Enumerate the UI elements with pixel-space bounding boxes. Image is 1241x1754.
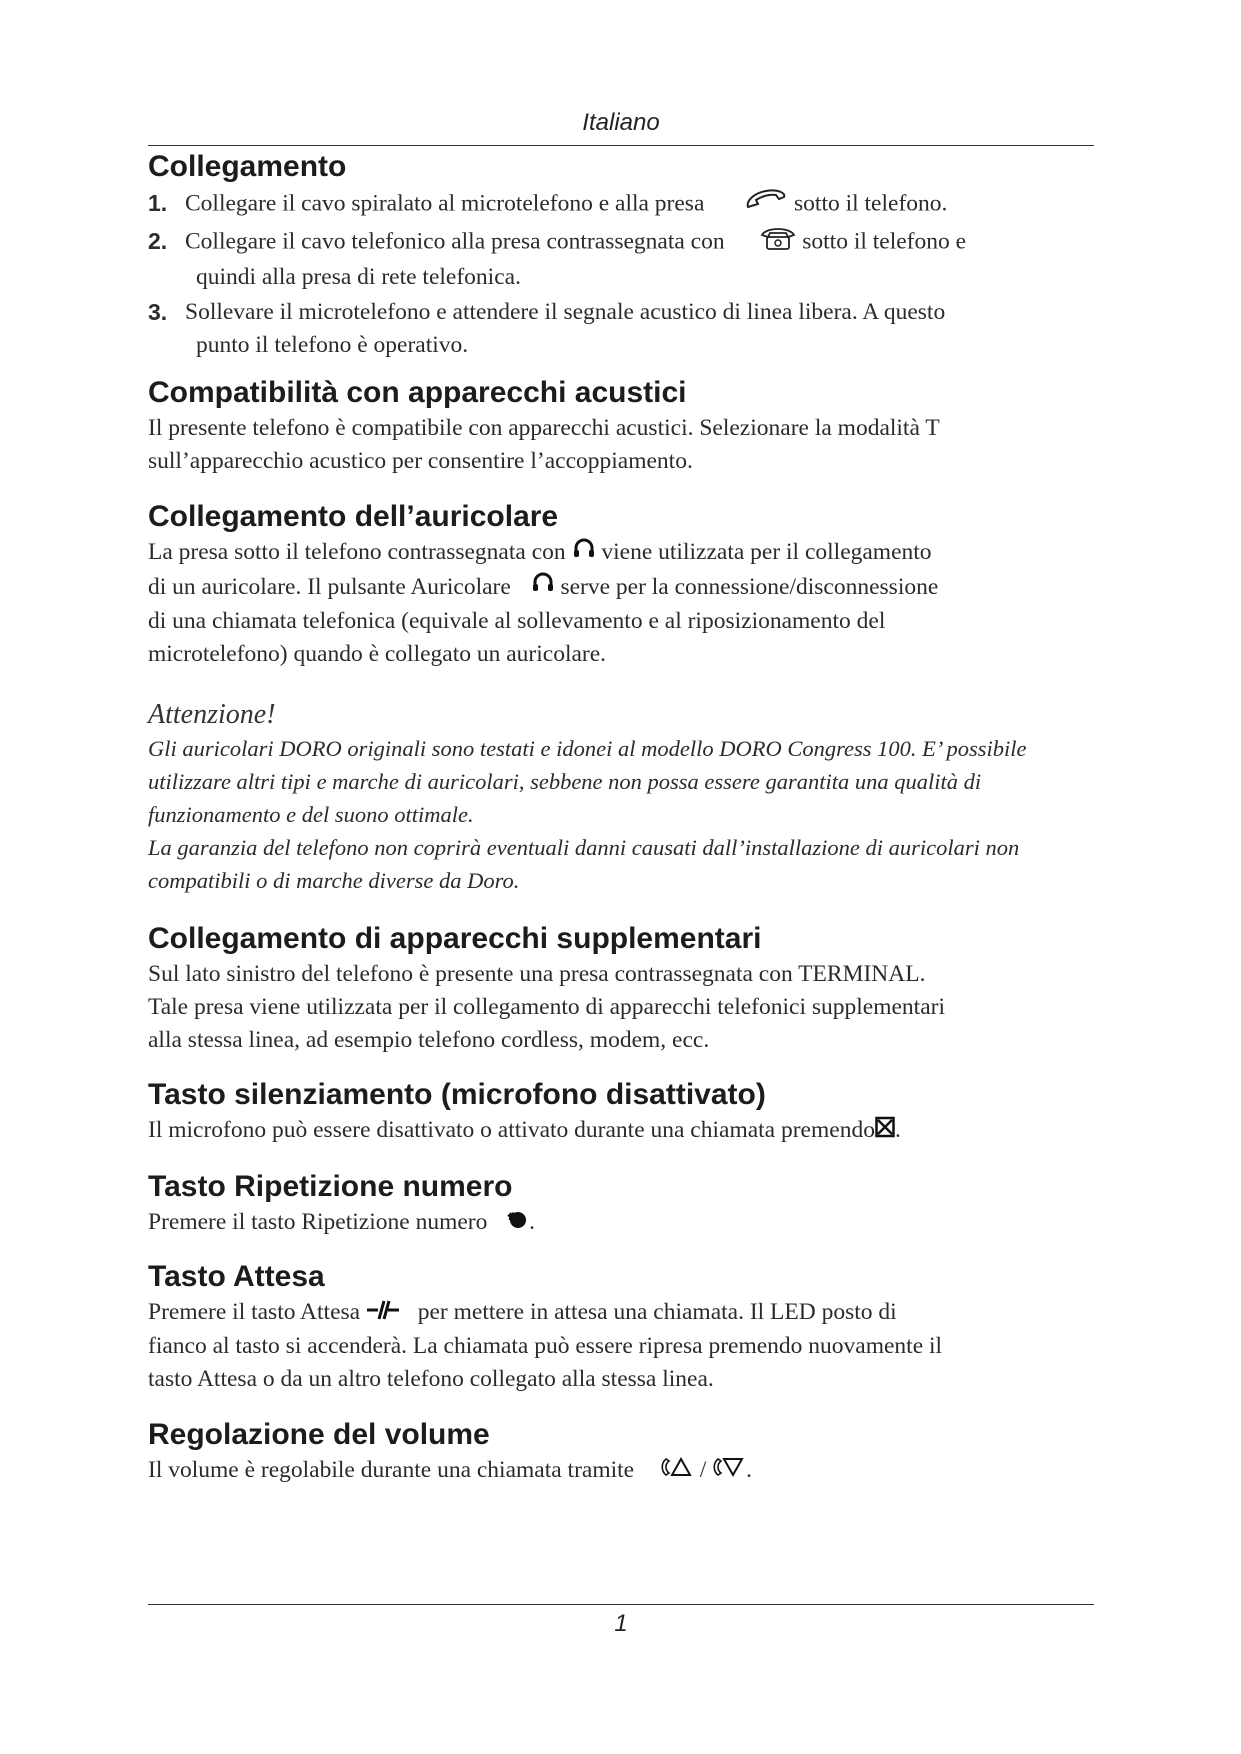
section-attesa <box>148 1260 1094 1396</box>
language-label: Italiano <box>582 109 660 136</box>
paragraph-line: Il microfono può essere disattivato o attivato durante una chiamata premendo . <box>148 1114 1094 1148</box>
steps-list <box>148 187 1094 362</box>
list-item: 3. Sollevare il microtelefono e attendere il segnale acustico di linea libera. A questo punto il telefono è operativo. <box>148 296 1094 362</box>
paragraph-line: alla stessa linea, ad esempio telefono cordless, modem, ecc. <box>148 1027 710 1053</box>
section-title: Collegamento <box>148 150 347 183</box>
section-silenziamento <box>148 1078 1094 1148</box>
section-title: Tasto Attesa <box>148 1260 325 1293</box>
section-volume <box>148 1418 1094 1488</box>
page-header <box>148 107 1094 146</box>
section-auricolare <box>148 500 1094 671</box>
paragraph-line: tasto Attesa o da un altro telefono collegato alla stessa linea. <box>148 1366 714 1393</box>
paragraph-line: Il volume è regolabile durante una chiamata tramite / . <box>148 1454 1094 1488</box>
list-item: 2. Collegare il cavo telefonico alla presa contrassegnata con sotto il telefono e quindi alla presa di rete telefonica. <box>148 225 1094 294</box>
section-title: Collegamento di apparecchi supplementari <box>148 922 762 955</box>
step-number: 1. <box>148 190 168 216</box>
paragraph-line: Tale presa viene utilizzata per il collegamento di apparecchi telefonici supplementari <box>148 994 945 1020</box>
handset-icon <box>744 187 788 223</box>
section-title: Regolazione del volume <box>148 1418 490 1451</box>
volume-up-icon <box>660 1455 694 1488</box>
section-title: Compatibilità con apparecchi acustici <box>148 376 687 409</box>
section-title: Tasto Ripetizione numero <box>148 1170 513 1203</box>
warning-line: funzionamento e del suono ottimale. <box>148 802 474 827</box>
paragraph-line: fianco al tasto si accenderà. La chiamata può essere ripresa premendo nuovamente il <box>148 1333 943 1360</box>
step-number: 2. <box>148 228 168 254</box>
paragraph-line: di una chiamata telefonica (equivale al sollevamento e al riposizionamento del <box>148 608 886 635</box>
step-continuation: punto il telefono è operativo. <box>196 332 469 358</box>
section-attenzione <box>148 698 1094 897</box>
telephone-icon <box>760 225 796 261</box>
paragraph-line: La presa sotto il telefono contrassegnata con viene utilizzata per il collegamento <box>148 536 1094 571</box>
warning-line: La garanzia del telefono non coprirà eventuali danni causati dall’installazione di auricolari non <box>148 835 1020 860</box>
section-compatibilita <box>148 376 1094 478</box>
footer-divider <box>148 1604 1094 1605</box>
step-number: 3. <box>148 299 168 325</box>
list-item: 1. Collegare il cavo spiralato al microtelefono e alla presa sotto il telefono. <box>148 187 1094 223</box>
step-continuation: quindi alla presa di rete telefonica. <box>196 264 521 290</box>
warning-line: compatibili o di marche diverse da Doro. <box>148 868 520 893</box>
warning-title: Attenzione! <box>148 699 276 730</box>
redial-icon <box>505 1207 529 1240</box>
paragraph-line: Il presente telefono è compatibile con apparecchi acustici. Selezionare la modalità T <box>148 415 940 441</box>
paragraph-line: microtelefono) quando è collegato un auricolare. <box>148 641 607 668</box>
paragraph-line: Premere il tasto Attesa per mettere in attesa una chiamata. Il LED posto di <box>148 1296 1094 1330</box>
headset-button-icon <box>531 571 555 605</box>
paragraph-line: Premere il tasto Ripetizione numero . <box>148 1206 1094 1240</box>
volume-down-icon <box>712 1455 746 1488</box>
page-number: 1 <box>614 1610 628 1637</box>
paragraph-line: Sul lato sinistro del telefono è presente una presa contrassegnata con TERMINAL. <box>148 961 926 987</box>
warning-line: Gli auricolari DORO originali sono testati e idonei al modello DORO Congress 100. E’ possibile <box>148 736 1027 761</box>
section-supplementari <box>148 922 1094 1057</box>
mute-icon <box>875 1115 895 1148</box>
paragraph-line: di un auricolare. Il pulsante Auricolare serve per la connessione/disconnessione <box>148 571 1094 606</box>
section-ripetizione <box>148 1170 1094 1240</box>
section-title: Tasto silenziamento (microfono disattivato) <box>148 1078 766 1111</box>
section-title: Collegamento dell’auricolare <box>148 500 559 533</box>
paragraph-line: sull’apparecchio acustico per consentire l’accoppiamento. <box>148 448 693 474</box>
hold-icon <box>366 1297 400 1330</box>
warning-line: utilizzare altri tipi e marche di auricolari, sebbene non possa essere garantita una qualità di <box>148 769 982 794</box>
headset-icon <box>572 537 596 571</box>
section-collegamento <box>148 150 1094 364</box>
